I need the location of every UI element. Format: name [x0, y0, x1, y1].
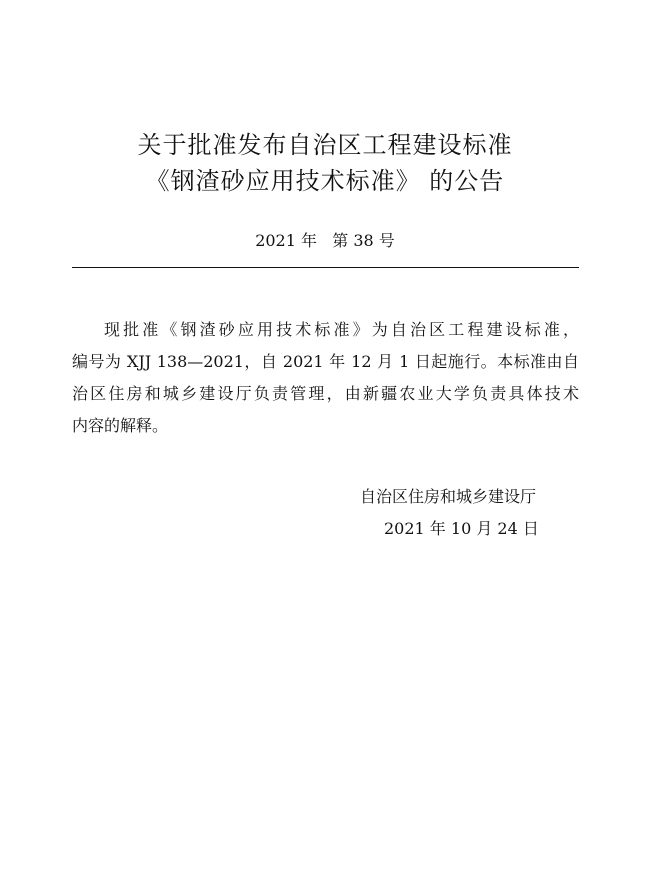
body-line: 编号为 XJJ 138—2021，自 2021 年 12 月 1 日起施行。本标准由自: [72, 352, 579, 371]
document-number: 2021 年 第 38 号: [255, 231, 395, 250]
announcement-body: [72, 314, 579, 442]
announcement-title-line-2: 《钢渣砂应用技术标准》 的公告: [145, 167, 505, 195]
body-line: 内容的解释。: [72, 416, 169, 435]
announcement-title-line-1: 关于批准发布自治区工程建设标准: [137, 131, 513, 159]
body-line: 现批准《钢渣砂应用技术标准》为自治区工程建设标准，: [104, 320, 579, 339]
issuing-authority: 自治区住房和城乡建设厅: [360, 487, 537, 506]
body-line: 治区住房和城乡建设厅负责管理，由新疆农业大学负责具体技术: [72, 384, 579, 403]
header-divider: [72, 267, 579, 268]
issue-date: 2021 年 10 月 24 日: [384, 519, 539, 538]
